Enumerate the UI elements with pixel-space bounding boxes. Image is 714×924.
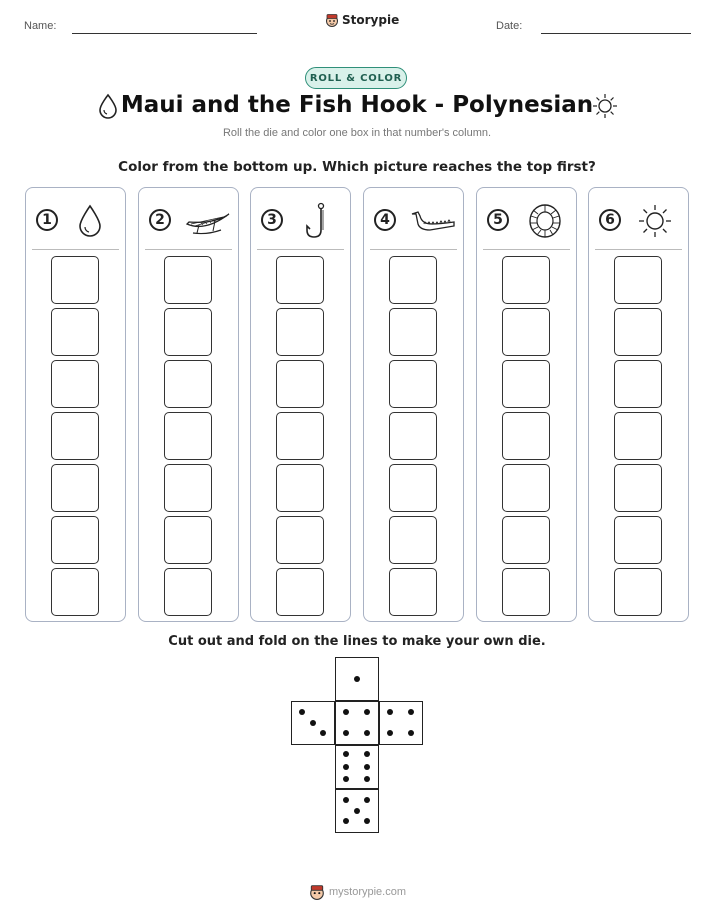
color-box[interactable]: [614, 516, 662, 564]
die-pip: [364, 709, 370, 715]
column-divider: [595, 249, 682, 250]
die-pip: [343, 764, 349, 770]
footer: [309, 884, 406, 900]
storypie-mascot-icon: [309, 884, 325, 900]
column-number: 1: [36, 209, 58, 231]
color-box[interactable]: [276, 308, 324, 356]
color-box[interactable]: [164, 256, 212, 304]
die-pip: [364, 797, 370, 803]
brand-logo: [325, 13, 399, 27]
color-box[interactable]: [389, 308, 437, 356]
date-label: Date:: [496, 20, 523, 32]
die-instruction: Cut out and fold on the lines to make your own die.: [168, 634, 546, 649]
column-divider: [483, 249, 570, 250]
color-box[interactable]: [502, 412, 550, 460]
die-pip: [408, 730, 414, 736]
die-face: [335, 701, 379, 745]
column-6: [588, 187, 689, 622]
instruction-text: Color from the bottom up. Which picture reaches the top first?: [118, 159, 596, 175]
die-pip: [354, 808, 360, 814]
die-pip: [387, 709, 393, 715]
color-box[interactable]: [389, 360, 437, 408]
column-divider: [32, 249, 119, 250]
die-face: [379, 701, 423, 745]
column-4: [363, 187, 464, 622]
die-face: [335, 745, 379, 789]
color-box[interactable]: [389, 464, 437, 512]
color-box[interactable]: [164, 412, 212, 460]
color-box[interactable]: [614, 256, 662, 304]
column-number: 4: [374, 209, 396, 231]
die-face: [335, 657, 379, 701]
color-box[interactable]: [502, 464, 550, 512]
color-box[interactable]: [164, 516, 212, 564]
color-box[interactable]: [502, 516, 550, 564]
color-box[interactable]: [276, 568, 324, 616]
die-pip: [310, 720, 316, 726]
jawbone-icon: [410, 202, 456, 240]
column-3: [250, 187, 351, 622]
column-number: 3: [261, 209, 283, 231]
column-number: 6: [599, 209, 621, 231]
canoe-icon: [185, 202, 231, 240]
die-pip: [364, 764, 370, 770]
fish-hook-icon: [297, 202, 343, 240]
color-box[interactable]: [164, 568, 212, 616]
color-box[interactable]: [51, 412, 99, 460]
color-box[interactable]: [51, 464, 99, 512]
color-box[interactable]: [164, 360, 212, 408]
color-box[interactable]: [614, 308, 662, 356]
die-pip: [364, 751, 370, 757]
die-pip: [408, 709, 414, 715]
color-box[interactable]: [164, 464, 212, 512]
die-pip: [343, 818, 349, 824]
sun-icon: [591, 92, 619, 120]
column-2: [138, 187, 239, 622]
color-box[interactable]: [614, 568, 662, 616]
sun-icon: [635, 202, 681, 240]
color-box[interactable]: [502, 360, 550, 408]
die-pip: [343, 797, 349, 803]
die-pip: [364, 776, 370, 782]
name-label: Name:: [24, 20, 57, 32]
column-divider: [370, 249, 457, 250]
brand-name: Storypie: [342, 13, 400, 27]
color-box[interactable]: [614, 360, 662, 408]
color-box[interactable]: [51, 256, 99, 304]
color-box[interactable]: [51, 516, 99, 564]
column-divider: [257, 249, 344, 250]
color-box[interactable]: [276, 412, 324, 460]
color-box[interactable]: [389, 256, 437, 304]
die-pip: [343, 709, 349, 715]
die-pip: [364, 730, 370, 736]
column-1: [25, 187, 126, 622]
color-box[interactable]: [389, 412, 437, 460]
color-box[interactable]: [502, 256, 550, 304]
name-line[interactable]: [72, 33, 257, 34]
activity-badge: ROLL & COLOR: [305, 67, 407, 89]
color-box[interactable]: [51, 360, 99, 408]
color-box[interactable]: [164, 308, 212, 356]
die-pip: [343, 730, 349, 736]
color-box[interactable]: [502, 308, 550, 356]
subtitle: Roll the die and color one box in that number's column.: [222, 127, 492, 139]
footer-url: mystorypie.com: [329, 886, 407, 898]
page-title: Maui and the Fish Hook - Polynesian: [120, 92, 594, 118]
color-box[interactable]: [276, 256, 324, 304]
die-pip: [364, 818, 370, 824]
storypie-mascot-icon: [325, 13, 339, 27]
die-pip: [343, 776, 349, 782]
color-box[interactable]: [614, 464, 662, 512]
die-pip: [343, 751, 349, 757]
die-face: [291, 701, 335, 745]
die-pip: [354, 676, 360, 682]
color-box[interactable]: [614, 412, 662, 460]
column-5: [476, 187, 577, 622]
die-pip: [387, 730, 393, 736]
date-line[interactable]: [541, 33, 691, 34]
color-box[interactable]: [502, 568, 550, 616]
die-face: [335, 789, 379, 833]
color-box[interactable]: [276, 516, 324, 564]
die-pip: [299, 709, 305, 715]
color-box[interactable]: [51, 568, 99, 616]
color-box[interactable]: [51, 308, 99, 356]
color-box[interactable]: [389, 568, 437, 616]
water-drop-icon: [72, 202, 118, 240]
color-box[interactable]: [276, 464, 324, 512]
die-pip: [320, 730, 326, 736]
woven-rope-icon: [523, 202, 569, 240]
column-divider: [145, 249, 232, 250]
color-box[interactable]: [276, 360, 324, 408]
color-box[interactable]: [389, 516, 437, 564]
column-number: 2: [149, 209, 171, 231]
column-number: 5: [487, 209, 509, 231]
